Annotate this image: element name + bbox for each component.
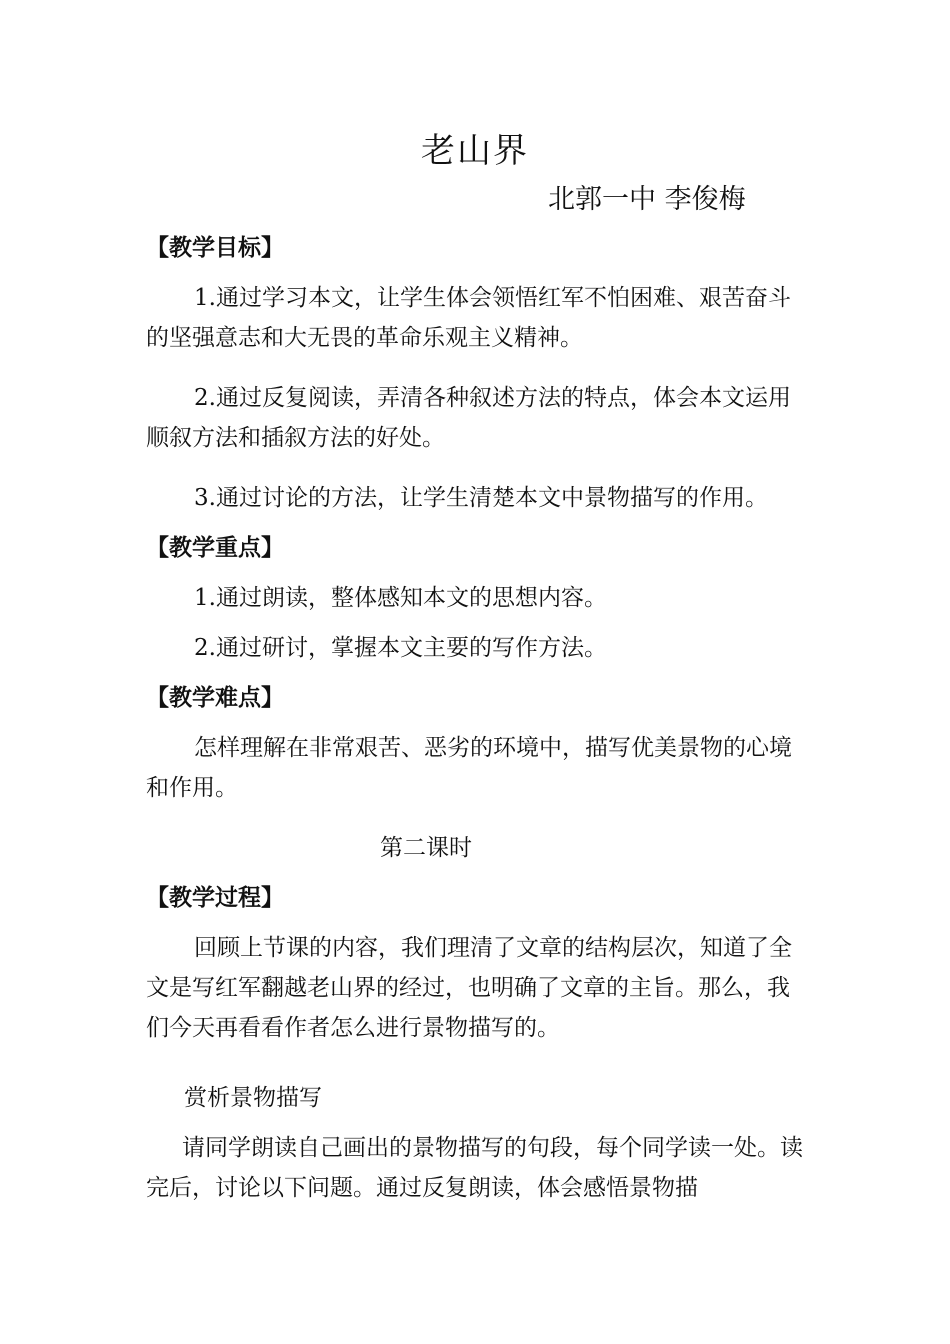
author-line: 北郭一中 李俊梅 bbox=[548, 184, 746, 215]
key-point-2: 2.通过研讨，掌握本文主要的写作方法。 bbox=[194, 635, 607, 661]
objectives-heading: 【教学目标】 bbox=[146, 234, 284, 261]
process-intro: 回顾上节课的内容，我们理清了文章的结构层次，知道了全文是写红军翻越老山界的经过，也明确了文章的主旨。那么，我们今天再看看作者怎么进行景物描写的。 bbox=[146, 935, 792, 1041]
objective-1: 1.通过学习本文，让学生体会领悟红军不怕困难、艰苦奋斗的坚强意志和大无畏的革命乐观主义精神。 bbox=[146, 285, 791, 351]
subheading-scenery: 赏析景物描写 bbox=[184, 1085, 322, 1111]
objective-3: 3.通过讨论的方法，让学生清楚本文中景物描写的作用。 bbox=[194, 485, 768, 511]
lesson-label: 第二课时 bbox=[380, 835, 472, 861]
key-points-heading: 【教学重点】 bbox=[146, 534, 284, 561]
document-title: 老山界 bbox=[421, 131, 529, 171]
difficulty-text: 怎样理解在非常艰苦、恶劣的环境中，描写优美景物的心境和作用。 bbox=[146, 735, 792, 801]
process-task: 请同学朗读自己画出的景物描写的句段，每个同学读一处。读完后，讨论以下问题。通过反复朗读，体会感悟景物描 bbox=[146, 1135, 803, 1201]
process-heading: 【教学过程】 bbox=[146, 884, 284, 911]
difficulty-heading: 【教学难点】 bbox=[146, 684, 284, 711]
key-point-1: 1.通过朗读，整体感知本文的思想内容。 bbox=[194, 585, 607, 611]
objective-2: 2.通过反复阅读，弄清各种叙述方法的特点，体会本文运用顺叙方法和插叙方法的好处。 bbox=[146, 385, 791, 451]
